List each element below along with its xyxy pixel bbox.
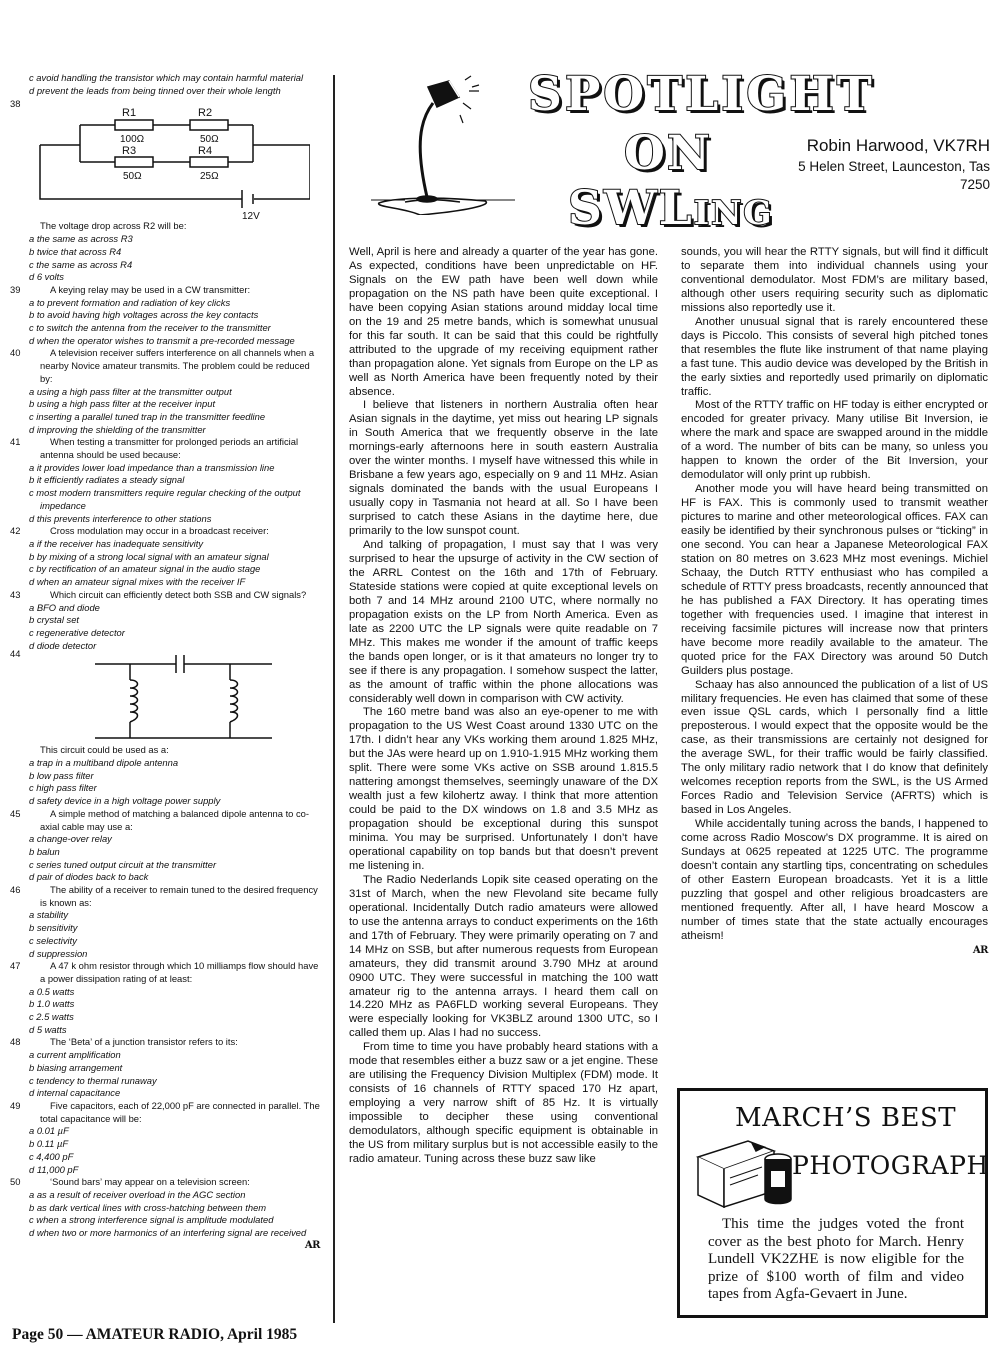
answer-line: a current amplification	[29, 1049, 121, 1061]
question-49	[10, 1100, 320, 1125]
question-number: 44	[10, 648, 21, 660]
answer-line: c most modern transmitters require regular checking of the output impedance	[29, 487, 301, 511]
article-paragraph: Schaay has also announced the publication of a list of US military frequencies. He even has claimed that some of these even issue QSL cards, which I personally find a little preposterous. I would expect that the opposite would be the case, as their transmissions are certainly not designed for the average SWL, for their traffic would be fairly classified. The only military radio network that I do know that definitely welcomes reception reports from the SWL, is the US Armed Forces Radio and Television Service (AFRTS) which is based in Los Angeles.	[681, 678, 988, 817]
question-40	[10, 347, 320, 385]
question-38	[10, 97, 320, 220]
question-number: 41	[10, 436, 21, 448]
question-text: The ability of a receiver to remain tuned to the desired frequency is known as:	[40, 884, 318, 908]
article-paragraph: While accidentally tuning across the bands, I happened to come across Radio Moscow’s DX programme. It is aired on Sundays at 0625 repeated at 1225 UTC. The programme doesn’t contain any startling tips, concentrating on schedules of other Eastern European broadcasts. Yet it is a little puzzling that gospel and other religious broadcasters are mentioned frequently. After all, I have heard Moscow a number of times state that the state actually encourages atheism!	[681, 818, 988, 942]
r2-label: R2	[198, 107, 213, 120]
title-swling: SWLing	[568, 181, 774, 236]
r4-value: 25Ω	[200, 171, 219, 183]
answer-line: a to prevent formation and radiation of key clicks	[29, 296, 231, 308]
article-paragraph: And talking of propagation, I must say that I was very surprised to hear the upsurge of activity in the CW section of the ARRL Contest on the 16th and 17th of February. Stateside stations were copied at quite exceptional levels on both 7 and 14 MHz around 2100 UTC, where normally no propagation exists on the LP from North America. Even as late as 2200 UTC the LP signals were quite readable on 7 MHz. This makes me wonder if the amount of traffic keeps the bands open longer, or is it that amateurs no longer try to see if there is any propagation. I somehow suspect the latter, as the amount of traffic within the phone allocations was considerably well down in comparison with CW activity.	[349, 539, 658, 705]
question-41	[10, 436, 320, 461]
answer-line: c the same as across R4	[29, 258, 133, 270]
answer-line: c high pass filter	[29, 782, 97, 794]
question-group	[10, 808, 320, 1240]
article-column-middle	[349, 246, 658, 1167]
answer-line: c avoid handling the transistor which may contain harmful material	[29, 72, 304, 83]
answer-line: a change-over relay	[29, 833, 112, 845]
answer-line: a using a high pass filter at the transmitter output	[29, 385, 232, 397]
r1-label: R1	[122, 107, 137, 120]
question-text: A television receiver suffers interference on all channels when a nearby Novice amateur transmits. The problem could be reduced by:	[40, 347, 315, 384]
answer-line: c series tuned output circuit at the transmitter	[29, 858, 217, 870]
answer-line: d when an amateur signal mixes with the receiver IF	[29, 576, 246, 588]
answer-line: c tendency to thermal runaway	[29, 1074, 157, 1086]
answer-line: c selectivity	[29, 934, 77, 946]
answer-line: a the same as across R3	[29, 233, 133, 245]
answer-line: d pair of diodes back to back	[29, 871, 149, 883]
author-address: 5 Helen Street, Launceston, Tas 7250	[798, 159, 990, 192]
page-footer: Page 50 — AMATEUR RADIO, April 1985	[12, 1326, 298, 1343]
question-text: When testing a transmitter for prolonged periods an artificial antenna should be used because:	[40, 436, 299, 461]
question-text: The ‘Beta’ of a junction transistor refers to its:	[50, 1036, 238, 1048]
answer-line: a if the receiver has inadequate sensitivity	[29, 537, 204, 549]
answer-line: d 6 volts	[29, 271, 64, 283]
answer-line: c regenerative detector	[29, 626, 125, 638]
question-number: 46	[10, 884, 21, 896]
question-text: Cross modulation may occur in a broadcast receiver:	[50, 525, 269, 537]
question-number: 38	[10, 98, 21, 110]
answer-line: a it provides lower load impedance than a transmission line	[29, 461, 275, 473]
article-paragraph: Well, April is here and already a quarter of the year has gone. As expected, conditions have been unpredictable on HF. Signals on the EW path have been well down while propagation on the NS path have been quite exceptional. I have been copying Asian stations around midday local time on the 19 and 25 metre bands, which is somewhat unusual for this far south. It can be said that this could be rightfully attributed to the upgrade of my receiving equipment rather than propagation alone. Yet signals from Europe on the LP as well as North America have been frequently noted by their absence.	[349, 246, 658, 398]
question-number: 45	[10, 807, 21, 819]
resistor-circuit-diagram	[10, 97, 310, 220]
answer-line: c 4,400 pF	[29, 1150, 74, 1162]
answer-line: d 11,000 pF	[29, 1163, 79, 1175]
box-body-text: This time the judges voted the front cover as the best photo for March. Henry Lundell VK2ZHE is now eligible for the prize of $100 worth of film and video tapes from Agfa-Gevaert in June.	[708, 1216, 964, 1302]
answer-line: d 5 watts	[29, 1023, 67, 1035]
question-group	[10, 284, 320, 652]
answer-line: b to avoid having high voltages across the key contacts	[29, 309, 259, 321]
answer-line: b using a high pass filter at the receiver input	[29, 398, 216, 410]
question-38-text: The voltage drop across R2 will be:	[40, 220, 187, 232]
answer-line: b twice that across R4	[29, 245, 122, 257]
article-paragraph: The Radio Nederlands Lopik site ceased operating on the 31st of March, when the new Flevoland site became fully operational. Incidentally Dutch radio amateurs were allowed to use the antenna arrays to conduct experiments on the 16th and 17th of February. They were primarily operating on 7 and 14 MHz on SSB, but after numerous requests from European amateurs, they did transmit around 3.790 MHz at around 0900 UTC. They were successful in matching the 100 watt amateur rig to the antenna arrays. I heard them call on 14.220 MHz as PA6FLD working several Europeans. They were especially looking for VK3BLZ around 1300 UTC, so I called them up. Alas I had no success.	[349, 873, 658, 1040]
answer-line: d suppression	[29, 947, 88, 959]
question-text: A keying relay may be used in a CW transmitter:	[50, 283, 251, 295]
answer-line: d when the operator wishes to transmit a pre-recorded message	[29, 334, 295, 346]
answer-line: c by rectification of an amateur signal in the audio stage	[29, 563, 261, 575]
column-divider	[333, 75, 335, 1323]
answer-line: c to switch the antenna from the receiver to the transmitter	[29, 322, 271, 334]
article-column-right	[681, 246, 988, 958]
exam-questions-column	[10, 72, 320, 1252]
byline	[765, 135, 990, 194]
answer-line: a stability	[29, 909, 69, 921]
question-text: A simple method of matching a balanced dipole antenna to co-axial cable may use a:	[40, 807, 310, 832]
end-mark: AR	[972, 944, 988, 956]
r4-label: R4	[198, 145, 213, 158]
spotlight-lamp-illustration	[365, 75, 525, 215]
article-paragraph: Another unusual signal that is rarely encountered these days is Piccolo. This consists of several high pitched tones that resembles the flute like instrument of that name playing a fast tune. This audio device was developed by the British in the early sixties and reportedly used primarily on diplomatic traffic.	[681, 315, 988, 398]
answer-line: d safety device in a high voltage power supply	[29, 795, 221, 807]
answer-line: b biasing arrangement	[29, 1061, 123, 1073]
title-spotlight: SPOTLIGHT	[528, 67, 875, 122]
question-number: 48	[10, 1036, 21, 1048]
answer-line: a trap in a multiband dipole antenna	[29, 757, 179, 769]
article-paragraph: From time to time you have probably heard stations with a mode that resembles either a buzz saw or a jet engine. These are utilising the Frequency Division Multiplex (FDM) mode. It consists of 16 channels of RTTY spaced 170 Hz apart, employing a very narrow shift of 85 Hz. It is virtually impossible to decipher these using conventional demodulators, although specific equipment is obtainable in the US from military surplus but is not accessible easily to the radio amateur. Tuning across these buzz saw like	[349, 1041, 658, 1165]
answer-line: b low pass filter	[29, 769, 94, 781]
answer-line: b it efficiently radiates a steady signal	[29, 474, 185, 486]
answer-line: a as a result of receiver overload in the AGC section	[29, 1188, 246, 1200]
question-42	[10, 525, 320, 538]
answer-line: d improving the shielding of the transmitter	[29, 423, 206, 435]
battery-label: 12V	[242, 211, 260, 221]
question-50	[10, 1176, 320, 1189]
answer-line: c when a strong interference signal is amplitude modulated	[29, 1214, 274, 1226]
answer-line: d when two or more harmonics of an interfering signal are received	[29, 1227, 307, 1239]
answer-line: b as dark vertical lines with cross-hatching between them	[29, 1201, 267, 1213]
box-title-line2: PHOTOGRAPH	[792, 1151, 989, 1180]
answer-line: b 0.11 µF	[29, 1138, 69, 1150]
r3-value: 50Ω	[123, 171, 142, 183]
article-paragraph: The 160 metre band was also an eye-opener to me with propagation to the US West Coast around 1330 UTC on the 17th. I didn’t hear any VKs working them around 1.825 MHz, but the JAs were heard up on 1.910-1.915 MHz working them split. There were some VKs active on SSB around 1.815.5 nattering amongst themselves, seemingly unaware of the DX wealth just a few kilohertz away. I think that more attention could be paid to the DX windows on 1.8 and 3.5 MHz as propagation should be exceptional during this sunspot minima. You may be surprised. Unfortunately I don’t have operational capability on top bands but that doesn’t prevent me listening in.	[349, 706, 658, 872]
question-48	[10, 1036, 320, 1049]
question-39	[10, 284, 320, 297]
question-number: 43	[10, 588, 21, 600]
question-46	[10, 884, 320, 909]
box-title-line1: MARCH’S BEST	[735, 1103, 957, 1133]
question-47	[10, 960, 320, 985]
answer-line: c inserting a parallel tuned trap in the transmitter feedline	[29, 410, 266, 422]
question-44-text: This circuit could be used as a:	[40, 744, 169, 756]
question-number: 50	[10, 1176, 21, 1188]
question-number: 40	[10, 347, 21, 359]
answer-line: b balun	[29, 845, 60, 857]
answer-line: d internal capacitance	[29, 1087, 121, 1099]
filter-circuit-diagram	[10, 652, 310, 744]
article-paragraph: Most of the RTTY traffic on HF today is either encrypted or encoded for greater privacy. Many utilise Bit Inversion, ie where the mark and space are swapped around in the middle of a word. The number of bits can be many, so unless you happen to known the order of the Bit Inversion, your demodulator will only print up rubbish.	[681, 399, 988, 482]
question-number: 49	[10, 1100, 21, 1111]
article-paragraph: sounds, you will hear the RTTY signals, but will find it difficult to separate them into individual channels using your conventional demodulator. Most FDM’s are military based, although other users requiring security such as diplomatic missions also reportedly use it.	[681, 246, 988, 314]
r2-value: 50Ω	[200, 134, 219, 146]
r1-value: 100Ω	[120, 134, 145, 146]
title-on: ON	[624, 126, 712, 181]
end-mark: AR	[304, 1239, 320, 1251]
answer-line: a 0.01 µF	[29, 1125, 69, 1137]
question-45	[10, 808, 320, 833]
answer-line: d this prevents interference to other stations	[29, 512, 212, 524]
question-text: Five capacitors, each of 22,000 pF are connected in parallel. The total capacitance will be:	[40, 1100, 320, 1124]
article-paragraph: Another mode you will have heard being transmitted on HF is FAX. This is commonly used to transmit weather pictures to marine and other meteorological offices. FAX can easily be identified by their synchronous pulses or “ticking” in one second. You can hear a Japanese Meteorological FAX station on 80 metres on 3.623 MHz most evenings. Michiel Schaay, the Dutch RTTY enthusiast who has compiled a schedule of RTTY press broadcasts, recently announced that he has published a FAX Directory. It has operating times together with frequencies used. I imagine that interest in receiving facsimile pictures will increase now that printers have become more readily available to the amateur. The quoted price for the FAX Directory was around 50 Dutch Guilders plus postage.	[681, 483, 988, 677]
question-number: 39	[10, 283, 21, 295]
question-43	[10, 589, 320, 602]
answer-line: d diode detector	[29, 639, 97, 651]
question-text: Which circuit can efficiently detect both SSB and CW signals?	[50, 588, 307, 600]
answer-line: c 2.5 watts	[29, 1011, 74, 1023]
film-box-illustration	[692, 1133, 802, 1208]
question-text: ‘Sound bars’ may appear on a television screen:	[50, 1176, 250, 1188]
r3-label: R3	[122, 145, 137, 158]
answer-line: b 1.0 watts	[29, 998, 75, 1010]
answer-line: a 0.5 watts	[29, 985, 75, 997]
author-name: Robin Harwood, VK7RH	[806, 136, 990, 155]
question-number: 47	[10, 960, 21, 972]
question-44	[10, 648, 320, 744]
best-photograph-box	[677, 1088, 988, 1318]
answer-line: b by mixing of a strong local signal with an amateur signal	[29, 550, 269, 562]
question-text: A 47 k ohm resistor through which 10 milliamps flow should have a power dissipation rating of at least:	[40, 960, 319, 984]
article-paragraph: I believe that listeners in northern Australia often hear Asian signals in the daytime, yet miss out hearing LP signals in South America that we frequently observe in the late mornings-early afternoons here in south eastern Australia over the winter months. I myself have witnessed this while in Brisbane a few years ago, especially on 9 and 11 MHz. Asian signals dominated the bands with the usual Europeans I usually copy in Tasmania not heard at all. So I have been surprised to catch these Asians in the daytime here, due primarily to the low sunspot count.	[349, 399, 658, 538]
answer-line: b sensitivity	[29, 922, 78, 934]
answer-line: a BFO and diode	[29, 601, 100, 613]
answer-line: b crystal set	[29, 614, 80, 626]
answer-line: d prevent the leads from being tinned over their whole length	[29, 84, 281, 96]
question-number: 42	[10, 525, 21, 537]
